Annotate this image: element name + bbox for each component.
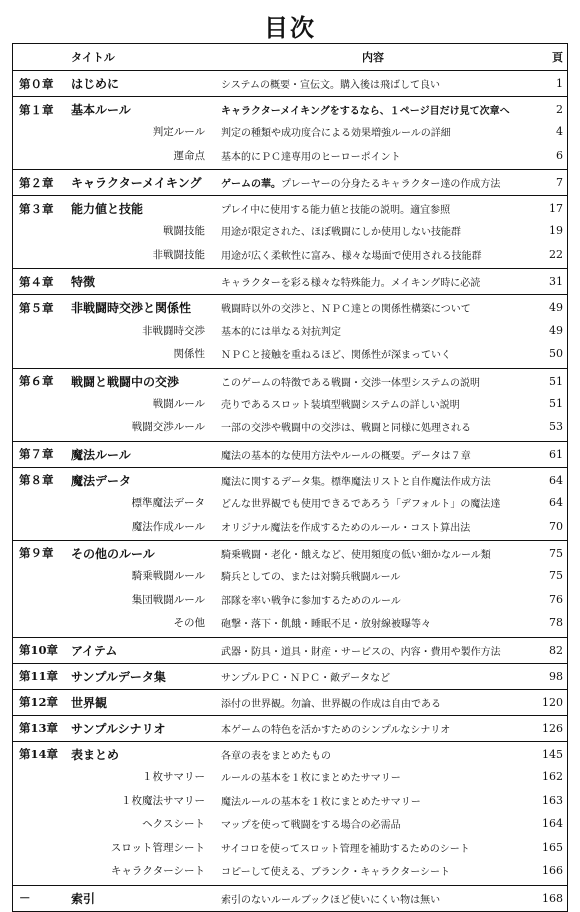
chapter-description — [213, 695, 531, 710]
section-page: 78 — [549, 616, 563, 630]
section-page: 164 — [542, 817, 563, 831]
chapter-description — [213, 669, 531, 684]
section-page: 22 — [549, 248, 563, 262]
section-page: 70 — [549, 519, 563, 533]
chapter-name: 索引 — [71, 891, 96, 906]
section-description: マップを使って戦闘をする場合の必需品 — [221, 820, 401, 832]
section-name: １枚魔法サマリー — [121, 794, 205, 807]
chapter-name: 基本ルール — [71, 103, 131, 117]
chapter-group — [13, 638, 567, 664]
chapter-description-text: 本ゲームの特色を活かすためのシンプルなシナリオ — [221, 724, 451, 736]
chapter-page: 51 — [549, 374, 563, 388]
header-title: タイトル — [71, 51, 115, 64]
section-name: 判定ルール — [152, 126, 205, 139]
section-row[interactable] — [13, 120, 567, 144]
chapter-number: 第13章 — [19, 721, 59, 736]
section-row[interactable] — [13, 564, 567, 588]
chapter-number: 第14章 — [19, 747, 59, 762]
section-page: 75 — [549, 569, 563, 583]
chapter-page: 75 — [549, 546, 563, 560]
chapter-row[interactable] — [13, 371, 567, 392]
chapter-row[interactable] — [13, 198, 567, 219]
section-row[interactable] — [13, 859, 567, 883]
section-page: 19 — [549, 224, 563, 238]
section-name: 戦闘技能 — [163, 225, 205, 238]
chapter-page: 7 — [556, 176, 563, 190]
section-description: どんな世界観でも使用できるであろう「デフォルト」の魔法達 — [221, 499, 501, 511]
chapter-description-text: 添付の世界観。勿論、世界観の作成は自由である — [221, 698, 441, 710]
chapter-name: キャラクターメイキング — [71, 176, 202, 191]
chapter-name: アイテム — [71, 643, 118, 658]
chapter-number: － — [19, 891, 31, 906]
section-name: 関係性 — [173, 348, 205, 361]
toc-table — [12, 43, 568, 912]
section-description: 用途が広く柔軟性に富み、様々な場面で使用される技能群 — [221, 251, 482, 263]
section-page: 53 — [549, 420, 563, 434]
chapter-row[interactable] — [13, 172, 567, 193]
chapter-page: 126 — [542, 721, 563, 735]
chapter-name: サンプルデータ集 — [71, 669, 166, 684]
header-content: 内容 — [362, 51, 384, 64]
chapter-page: 145 — [542, 747, 563, 761]
chapter-description — [213, 300, 531, 315]
section-row[interactable] — [13, 144, 567, 168]
section-row[interactable] — [13, 588, 567, 612]
chapter-description-text: プレイ中に使用する能力値と技能の説明。適宜参照 — [221, 205, 451, 217]
section-description: 基本的にＰＣ達専用のヒーローポイント — [221, 151, 401, 163]
chapter-description — [213, 201, 531, 216]
section-description: 砲撃・落下・飢餓・睡眠不足・放射線被曝等々 — [221, 619, 431, 631]
chapter-description-text: システムの概要・宣伝文。購入後は飛ばして良い — [221, 80, 440, 91]
chapter-group — [13, 170, 567, 196]
section-row[interactable] — [13, 836, 567, 860]
chapter-description — [213, 473, 531, 488]
toc-body — [13, 71, 567, 911]
chapter-group — [13, 295, 567, 368]
section-row[interactable] — [13, 514, 567, 538]
section-name: キャラクターシート — [110, 865, 205, 878]
section-name: 集団戦闘ルール — [131, 593, 205, 606]
chapter-page: 1 — [556, 77, 563, 90]
chapter-name: サンプルシナリオ — [71, 721, 166, 736]
chapter-description — [213, 447, 531, 462]
chapter-row[interactable] — [13, 73, 567, 94]
section-page: 162 — [542, 770, 563, 784]
chapter-group — [13, 468, 567, 541]
chapter-page: 120 — [542, 695, 563, 709]
chapter-description — [213, 546, 531, 561]
chapter-group — [13, 97, 567, 170]
section-page: 166 — [542, 864, 563, 878]
chapter-description — [213, 891, 531, 906]
section-name: 非戦闘時交渉 — [142, 324, 205, 337]
chapter-description-text: 騎乗戦闘・老化・餓えなど、使用頻度の低い細かなルール類 — [221, 549, 491, 561]
chapter-page: 31 — [549, 275, 563, 289]
section-description: 騎兵としての、または対騎兵戦闘ルール — [221, 572, 401, 584]
section-name: 非戦闘技能 — [152, 249, 205, 262]
chapter-name: その他のルール — [71, 546, 155, 561]
chapter-number: 第11章 — [19, 669, 59, 684]
section-description: コピーして使える、ブランク・キャラクターシート — [221, 867, 450, 879]
section-page: 49 — [549, 323, 563, 337]
section-name: ヘクスシート — [142, 818, 205, 831]
section-row[interactable] — [13, 812, 567, 836]
section-page: 64 — [549, 496, 563, 510]
chapter-page: 82 — [549, 643, 563, 657]
chapter-description-emphasis: キャラクターメイキングをするなら、１ページ目だけ見て次章へ — [221, 106, 510, 117]
chapter-group — [13, 690, 567, 716]
section-page: 51 — [549, 396, 563, 410]
chapter-group — [13, 541, 567, 638]
section-description: 部隊を率い戦争に参加するためのルール — [221, 595, 401, 607]
chapter-row[interactable] — [13, 297, 567, 318]
chapter-group — [13, 716, 567, 742]
section-description: 用途が限定された、ほぼ戦闘にしか使用しない技能群 — [221, 227, 461, 239]
section-name: その他 — [173, 617, 205, 630]
chapter-description — [213, 747, 531, 762]
section-page: 163 — [542, 793, 563, 807]
section-page: 76 — [549, 592, 563, 606]
section-name: 戦闘ルール — [152, 397, 205, 410]
chapter-description-text: サンプルＰＣ・ＮＰＣ・敵データなど — [221, 672, 391, 684]
chapter-name: はじめに — [71, 77, 120, 91]
chapter-name: 表まとめ — [71, 747, 120, 762]
chapter-row[interactable] — [13, 271, 567, 292]
chapter-number: 第１章 — [19, 102, 54, 117]
chapter-description-emphasis: ゲームの華。 — [221, 179, 281, 191]
chapter-page: 61 — [549, 447, 563, 461]
section-row[interactable] — [13, 219, 567, 243]
section-name: 騎乗戦闘ルール — [131, 570, 205, 583]
chapter-row[interactable] — [13, 666, 567, 687]
chapter-group — [13, 886, 567, 911]
section-description: ＮＰＣと接触を重ねるほど、関係性が深まっていく — [221, 350, 451, 362]
chapter-number: 第６章 — [19, 374, 54, 389]
section-description: ルールの基本を１枚にまとめたサマリー — [221, 773, 401, 785]
chapter-name: 特徴 — [71, 275, 96, 290]
section-row[interactable] — [13, 491, 567, 515]
chapter-number: 第５章 — [19, 300, 54, 315]
section-row[interactable] — [13, 765, 567, 789]
section-name: スロット管理シート — [110, 841, 205, 854]
chapter-group — [13, 664, 567, 690]
chapter-name: 魔法ルール — [71, 447, 131, 462]
chapter-row[interactable] — [13, 888, 567, 909]
toc-header — [13, 44, 567, 71]
chapter-number: 第10章 — [19, 643, 59, 658]
chapter-description-text: 武器・防具・道具・財産・サービスの、内容・費用や製作方法 — [221, 646, 501, 658]
chapter-page: 2 — [556, 103, 563, 116]
chapter-row[interactable] — [13, 444, 567, 465]
chapter-number: 第８章 — [19, 473, 54, 488]
chapter-name: 非戦闘時交渉と関係性 — [71, 301, 192, 316]
section-row[interactable] — [13, 415, 567, 439]
header-page: 頁 — [552, 51, 563, 64]
chapter-page: 49 — [549, 301, 563, 315]
section-page: 165 — [542, 840, 563, 854]
chapter-row[interactable] — [13, 543, 567, 564]
chapter-number: 第４章 — [19, 274, 54, 289]
chapter-page: 98 — [549, 669, 563, 683]
chapter-description — [213, 175, 531, 190]
section-name: 運命点 — [173, 149, 205, 162]
chapter-group — [13, 442, 567, 468]
section-description: 魔法ルールの基本を１枚にまとめたサマリー — [221, 796, 421, 808]
chapter-name: 世界観 — [71, 695, 108, 710]
section-name: １枚サマリー — [142, 771, 205, 784]
section-name: 魔法作成ルール — [131, 520, 205, 533]
section-description: 判定の種類や成功度合による効果増強ルールの詳細 — [221, 128, 451, 140]
chapter-row[interactable] — [13, 640, 567, 661]
chapter-group — [13, 196, 567, 269]
chapter-description-text: 魔法の基本的な使用方法やルールの概要。データは７章 — [221, 450, 471, 462]
chapter-description-text: 戦闘時以外の交渉と、ＮＰＣ達との関係性構築について — [221, 304, 471, 316]
section-row[interactable] — [13, 318, 567, 342]
section-description: オリジナル魔法を作成するためのルール・コスト算出法 — [221, 522, 471, 534]
chapter-description — [213, 643, 531, 658]
chapter-name: 能力値と技能 — [71, 202, 144, 217]
section-row[interactable] — [13, 611, 567, 635]
section-name: 戦闘交渉ルール — [131, 421, 205, 434]
chapter-number: 第７章 — [19, 447, 54, 462]
section-row[interactable] — [13, 342, 567, 366]
page-title: 目次 — [264, 13, 316, 42]
chapter-group — [13, 71, 567, 97]
chapter-number: 第０章 — [19, 76, 54, 91]
chapter-description-text: キャラクターを彩る様々な特殊能力。メイキング時に必読 — [221, 278, 481, 290]
chapter-page: 17 — [549, 202, 563, 216]
chapter-name: 魔法データ — [71, 473, 132, 488]
section-name: 標準魔法データ — [131, 497, 205, 510]
section-description: 売りであるスロット装填型戦闘システムの詳しい説明 — [221, 399, 460, 411]
chapter-page: 168 — [542, 891, 563, 905]
section-page: 6 — [556, 148, 563, 162]
section-page: 4 — [556, 125, 563, 139]
chapter-description-text: 索引のないルールブックほど使いにくい物は無い — [221, 894, 441, 906]
chapter-description-text: 魔法に関するデータ集。標準魔法リストと自作魔法作成方法 — [221, 476, 491, 488]
chapter-group — [13, 369, 567, 442]
chapter-number: 第２章 — [19, 175, 54, 190]
chapter-description — [213, 721, 531, 736]
section-row[interactable] — [13, 788, 567, 812]
chapter-row[interactable] — [13, 718, 567, 739]
chapter-group — [13, 269, 567, 295]
section-row[interactable] — [13, 392, 567, 416]
chapter-number: 第９章 — [19, 546, 54, 561]
chapter-row[interactable] — [13, 99, 567, 120]
chapter-description — [213, 102, 531, 117]
chapter-number: 第12章 — [19, 695, 59, 710]
chapter-description — [213, 76, 531, 91]
chapter-page: 64 — [549, 473, 563, 487]
section-description: 一部の交渉や戦闘中の交渉は、戦闘と同様に処理される — [221, 423, 471, 435]
chapter-description-text: 各章の表をまとめたもの — [221, 750, 331, 762]
section-description: 基本的には単なる対抗判定 — [221, 326, 341, 338]
chapter-name: 戦闘と戦闘中の交渉 — [71, 374, 180, 389]
chapter-number: 第３章 — [19, 201, 54, 216]
chapter-description-text: プレーヤーの分身たるキャラクター達の作成方法 — [281, 179, 501, 191]
chapter-group — [13, 742, 567, 886]
section-description: サイコロを使ってスロット管理を補助するためのシート — [221, 843, 470, 855]
chapter-description-text: このゲームの特徴である戦闘・交渉一体型システムの説明 — [221, 377, 480, 389]
chapter-description — [213, 374, 531, 389]
section-row[interactable] — [13, 243, 567, 267]
section-page: 50 — [549, 347, 563, 361]
chapter-row[interactable] — [13, 470, 567, 491]
chapter-row[interactable] — [13, 744, 567, 765]
chapter-row[interactable] — [13, 692, 567, 713]
chapter-description — [213, 274, 531, 289]
